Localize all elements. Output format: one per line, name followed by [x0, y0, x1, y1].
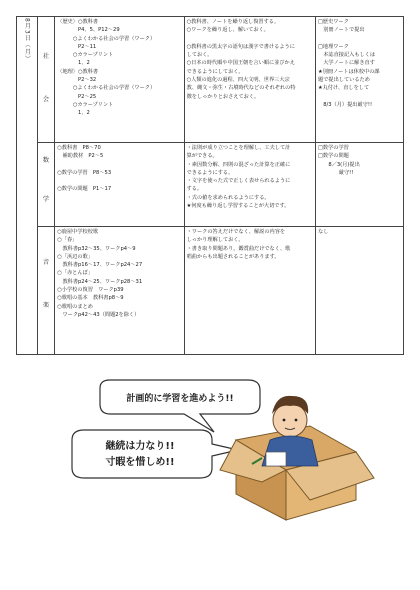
homework-line: 8/3（月）提出厳守!!	[318, 101, 373, 108]
goal-line: できるようにする。	[186, 169, 234, 176]
goal-line: 唱曲からも出題されることがあります。	[186, 253, 280, 260]
homework-line: 厳守!!	[318, 169, 354, 176]
content-line: ○「浜辺の歌」	[57, 253, 93, 260]
goal-line: ・ワークの答えだけでなく、解説の内容を	[186, 229, 286, 235]
goal-line: 徴をしっかりとおさえておく。	[186, 93, 260, 100]
goal-line: 教、縄文・弥生・古墳時代などのそれぞれの特	[186, 85, 296, 92]
homework-line: ★別冊ノートは休校中の課	[318, 68, 380, 75]
content-line: ○「赤とんぼ」	[57, 270, 93, 277]
subject-char: 学	[42, 196, 50, 203]
goal-line: しっかり理解しておく。	[186, 237, 244, 244]
content-line: ○カラープリント	[57, 52, 114, 59]
goal-line: ・法則が成り立つことを理解し、工夫して計	[186, 145, 291, 151]
homework-line: 大学ノートに解き直す	[318, 60, 375, 67]
content-line: ○カラープリント	[57, 101, 114, 108]
homework-line: 8／3(月)提出	[318, 161, 360, 168]
content-line: 教科書p16～17、ワークp24～27	[57, 262, 143, 269]
content-line: 〈歴史〉○教科書	[57, 19, 99, 25]
bubble-left-line2: 寸暇を惜しめ!!	[105, 457, 175, 468]
content-line: ○数学の問題 P1～17	[57, 186, 112, 193]
goal-line: ○人類の進化の過程、四大文明、世界三大宗	[186, 77, 290, 84]
subject-char: 数	[42, 157, 50, 164]
goal-line: ・文字を使った式で正しく表せられるように	[186, 178, 291, 185]
goal-line: 算ができる。	[186, 153, 218, 160]
bubble-top-text: 計画的に学習を進めよう!!	[126, 394, 234, 404]
content-line: P2～25	[57, 93, 97, 100]
content-line: P4、5、P12～29	[57, 27, 120, 34]
content-line: ○数学の学習 P8～53	[57, 169, 112, 176]
subject-char: 会	[42, 96, 50, 103]
homework-line: □地理ワーク	[318, 43, 349, 50]
content-line: 1、2	[57, 110, 90, 117]
goal-line: ○教科書の黒太字の語句は漢字で書けるように	[186, 43, 295, 50]
goal-line: できるようにしておく。	[186, 68, 244, 75]
content-line: 教科書p32～35、ワークp4～9	[57, 245, 136, 252]
content-line: 教科書p24～25、ワークp28～31	[57, 278, 143, 285]
content-line: 補助教材 P2～5	[57, 153, 104, 160]
content-line: ワークp42～43（問題2を除く）	[57, 311, 140, 318]
homework-line: なし	[318, 229, 329, 235]
goal-line: ・素因数分解、四則の混ざった計算を正確に	[186, 161, 291, 168]
homework-line: □数学の問題	[318, 153, 349, 160]
goal-line: ○教科書、ノートを繰り返し復習する。	[186, 19, 280, 25]
content-line: 〈地理〉○教科書	[57, 68, 99, 75]
homework-line: □数学の学習	[318, 145, 349, 151]
subject-char: 楽	[42, 302, 50, 309]
speech-bubble-top	[100, 380, 260, 432]
day-label: 8月3日（月）	[23, 18, 31, 63]
goal-line: ★何度も繰り返し学習することが大切です。	[186, 203, 290, 210]
content-line: ○鹿屋中学校校歌	[57, 229, 99, 235]
content-line: ○教科書 P8～70	[57, 145, 101, 151]
content-line: P2～32	[57, 77, 97, 84]
homework-line: 題で提出しているため	[318, 77, 370, 84]
content-line: 1、2	[57, 60, 90, 67]
content-line: ○小学校の復習 ワークp39	[57, 287, 124, 294]
content-line: P2～11	[57, 43, 97, 50]
homework-line: ★丸付け、直しをして	[318, 85, 370, 92]
homework-line: 本誌直接記入もしくは	[318, 52, 376, 59]
bubble-left-line1: 継続は力なり!!	[105, 441, 175, 452]
goal-line: する。	[186, 186, 203, 193]
homework-line: 別冊ノートで提出	[318, 27, 365, 34]
subject-char: 社	[42, 53, 50, 60]
content-line: ○「春」	[57, 237, 78, 244]
goal-line: ・書き取り問題あり。鑑賞曲だけでなく、歌	[186, 245, 291, 252]
content-line: ○歌唱の基本 教科書p8～9	[57, 295, 124, 302]
goal-line: ○日本の時代順や中国王朝を言い順に並びかえ	[186, 60, 295, 67]
content-line: ○歌唱のまとめ	[57, 303, 93, 310]
goal-line: ○ワークを繰り返し、解いておく。	[186, 27, 269, 34]
subject-char: 音	[42, 259, 50, 266]
homework-line: □歴史ワーク	[318, 19, 349, 25]
content-line: ○よくわかる社会の学習（ワーク）	[57, 85, 156, 92]
goal-line: しておく。	[186, 52, 213, 59]
speech-bubble-left	[72, 430, 238, 478]
goal-line: ・式の値を求められるようにする。	[186, 194, 270, 201]
content-line: ○よくわかる社会の学習（ワーク）	[57, 35, 156, 42]
